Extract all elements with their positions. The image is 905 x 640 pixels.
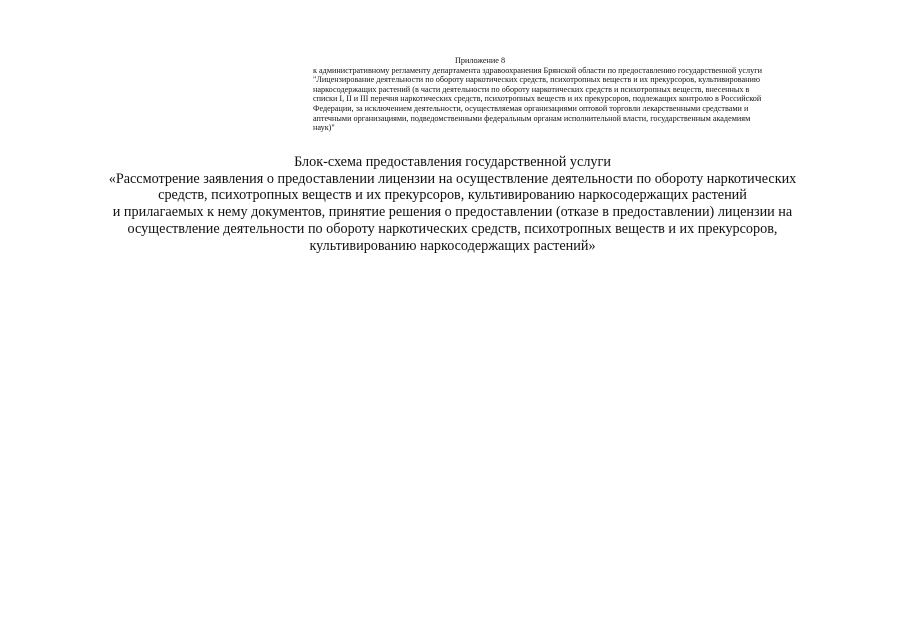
appendix-line: наркосодержащих растений (в части деятельности по обороту наркотических средств и психотропных веществ, внесенных в (313, 84, 750, 94)
appendix-line: наук)" (313, 123, 335, 133)
title-line: средств, психотропных веществ и их прекурсоров, культивированию наркосодержащих растений (158, 187, 747, 204)
appendix-line: списки I, II и III перечня наркотических средств, психотропных веществ и их прекурсоров, подлежащих контролю в Российской (313, 94, 762, 104)
title-line: культивированию наркосодержащих растений» (309, 237, 596, 254)
title-line: осуществление деятельности по обороту наркотических средств, психотропных веществ и их прекурсоров, (127, 220, 778, 237)
appendix-line: к административному регламенту департамента здравоохранения Брянской области по предоставлению государственной услуги (313, 65, 762, 75)
title-line: и прилагаемых к нему документов, принятие решения о предоставлении (отказе в предоставлении) лицензии на (112, 204, 793, 221)
appendix-line: Федерации, за исключением деятельности, осуществляемая организациями оптовой торговли лекарственными средствами и (313, 103, 749, 113)
title-line: Блок-схема предоставления государственной услуги (294, 154, 611, 170)
appendix-header (313, 56, 858, 133)
appendix-label: Приложение 8 (455, 56, 506, 65)
title-line: «Рассмотрение заявления о предоставлении лицензии на осуществление деятельности по обороту наркотических (108, 170, 797, 187)
document-title (60, 154, 845, 254)
appendix-line: "Лицензирование деятельности по обороту наркотических средств, психотропных веществ и их прекурсоров, культивированию (313, 75, 760, 85)
appendix-line: аптечными организациями, подведомственными федеральным органам исполнительной власти, государственным академиям (313, 113, 751, 123)
